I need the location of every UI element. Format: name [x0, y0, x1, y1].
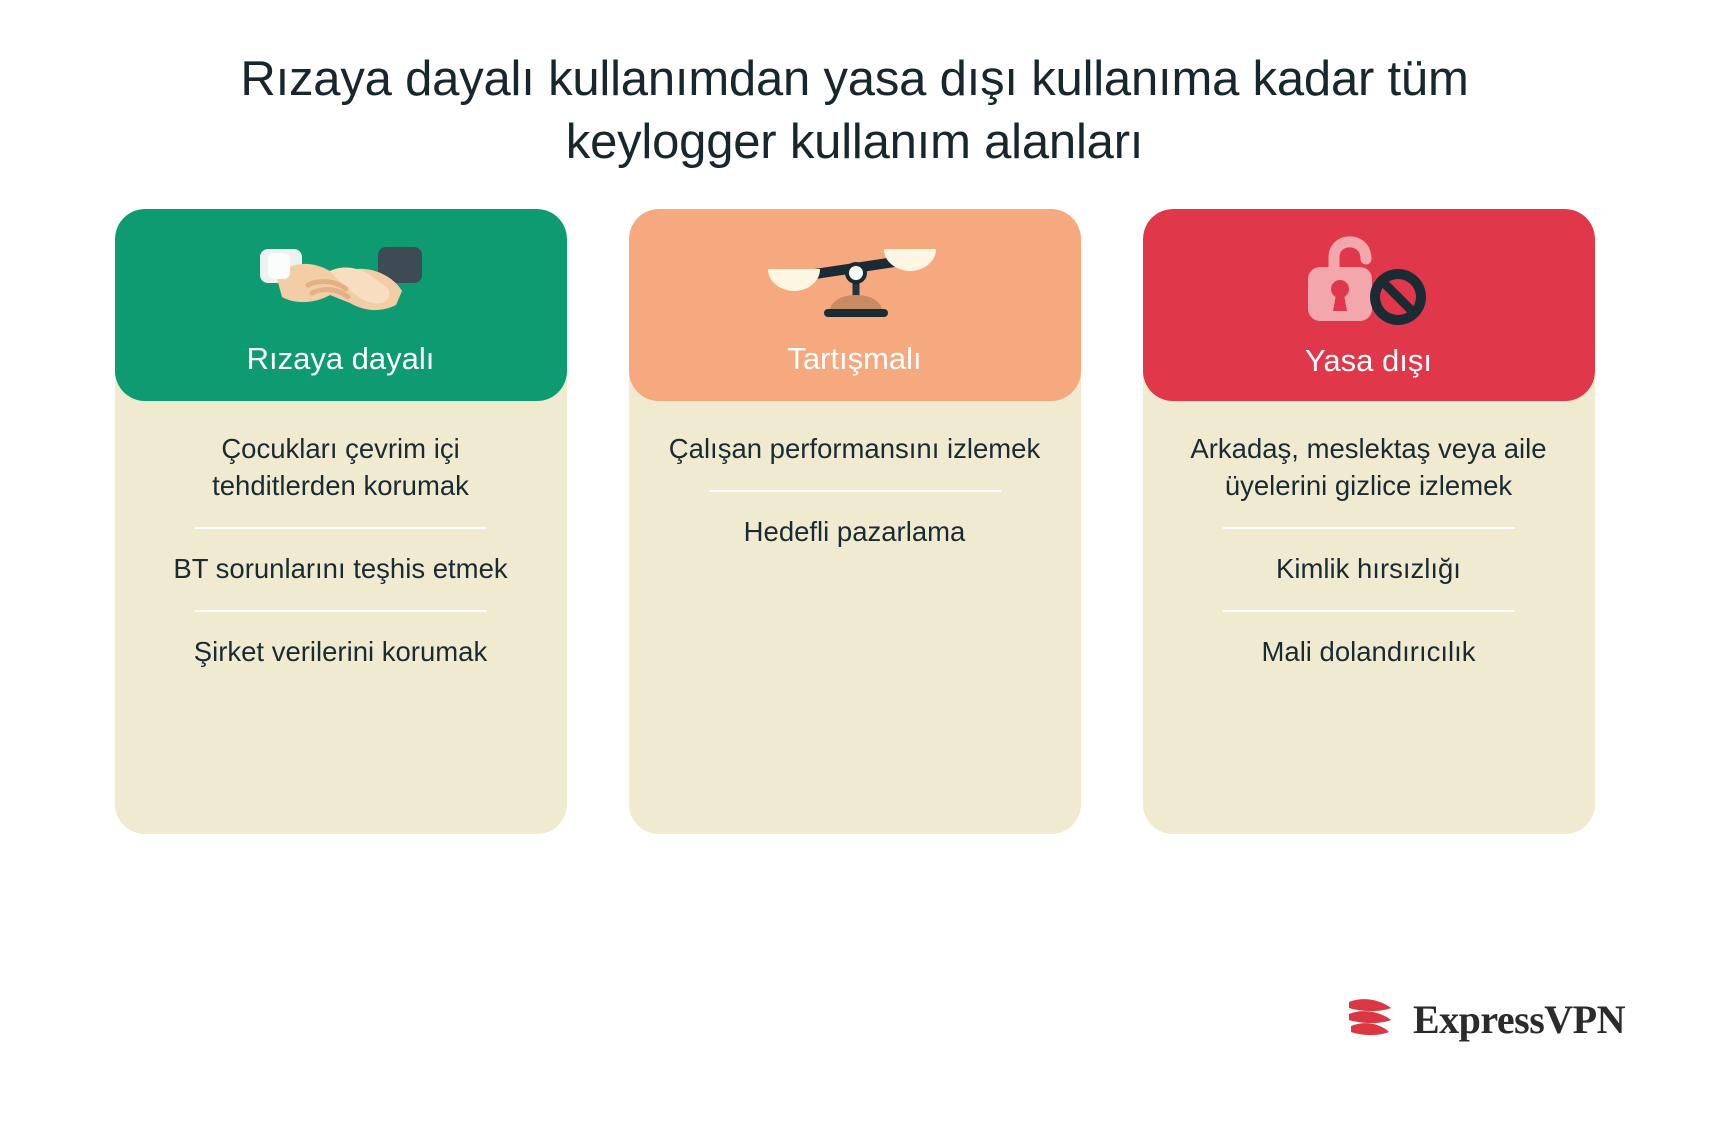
- list-item: Şirket verilerini korumak: [193, 635, 488, 667]
- brand-name: ExpressVPN: [1412, 997, 1625, 1042]
- card-illegal: [1143, 209, 1595, 834]
- card-title-illegal: Yasa dışı: [1305, 343, 1432, 379]
- card-consensual: [115, 209, 567, 834]
- card-body-consensual: [115, 379, 567, 834]
- expressvpn-logo-icon: [1341, 990, 1399, 1049]
- card-title-consensual: Rızaya dayalı: [246, 341, 435, 377]
- cards-row: [0, 209, 1709, 834]
- divider: [709, 490, 1001, 492]
- unlocked-padlock-prohibited-icon: [1274, 235, 1464, 327]
- card-body-controversial: [629, 379, 1081, 834]
- list-item: Çalışan performansını izlemek: [668, 433, 1041, 465]
- scales-icon: [760, 235, 950, 325]
- list-item: Arkadaş, meslektaş veya aile üyelerini gizlice izlemek: [1190, 433, 1547, 502]
- divider: [195, 610, 487, 612]
- card-header-consensual: [115, 209, 567, 401]
- divider: [195, 527, 487, 529]
- list-item: Çocukları çevrim içi tehditlerden korumak: [212, 433, 469, 502]
- list-item: Kimlik hırsızlığı: [1276, 553, 1461, 585]
- divider: [1223, 610, 1515, 612]
- handshake-icon: [246, 235, 436, 325]
- card-header-illegal: [1143, 209, 1595, 401]
- card-header-controversial: [629, 209, 1081, 401]
- page-title: Rızaya dayalı kullanımdan yasa dışı kullanıma kadar tüm keylogger kullanım alanları: [240, 52, 1469, 169]
- card-title-controversial: Tartışmalı: [787, 341, 922, 377]
- list-item: Mali dolandırıcılık: [1261, 635, 1476, 667]
- list-item: Hedefli pazarlama: [743, 516, 966, 548]
- divider: [1223, 527, 1515, 529]
- list-item: BT sorunlarını teşhis etmek: [173, 553, 508, 585]
- card-controversial: [629, 209, 1081, 834]
- brand: [1341, 990, 1625, 1049]
- card-body-illegal: [1143, 379, 1595, 834]
